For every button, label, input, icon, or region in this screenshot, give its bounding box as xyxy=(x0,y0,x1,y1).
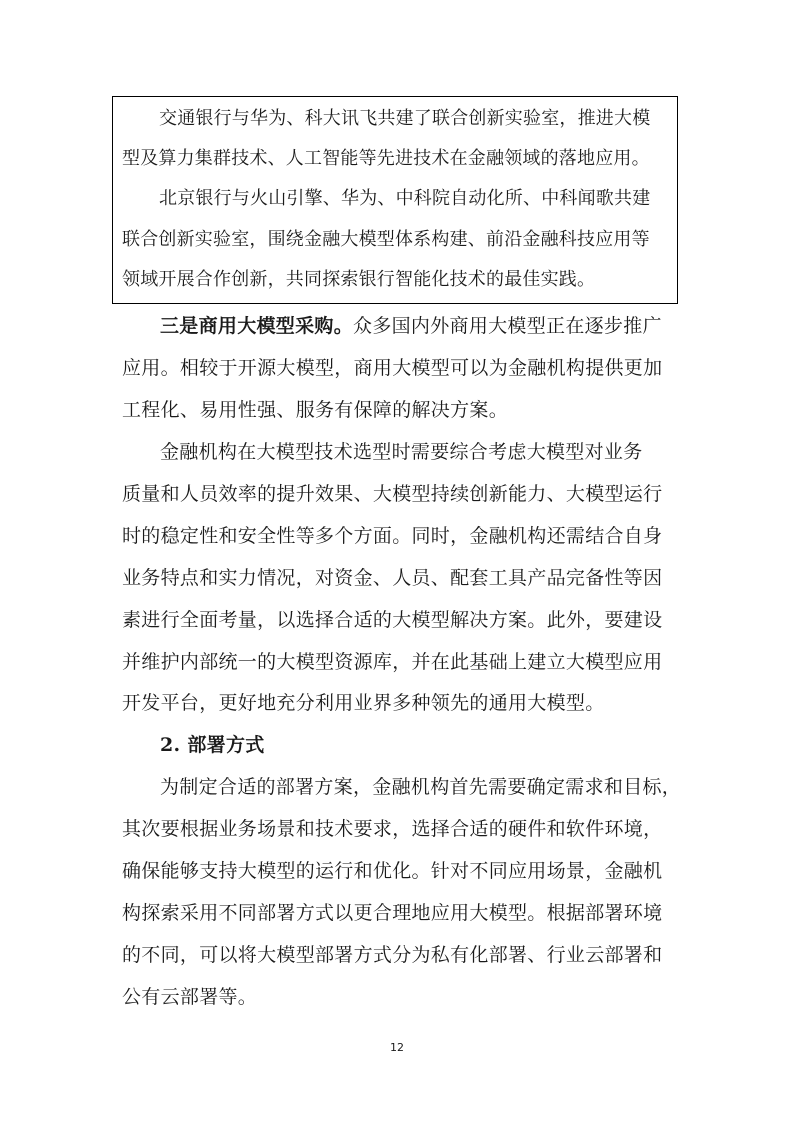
section-heading: 2. 部署方式 xyxy=(160,734,265,756)
case-line-4: 联合创新实验室，围绕金融大模型体系构建、前沿金融科技应用等 xyxy=(122,229,650,250)
commercial-heading: 三是商用大模型采购。 xyxy=(160,315,354,337)
deployment-line-3: 确保能够支持大模型的运行和优化。针对不同应用场景，金融机 xyxy=(122,860,663,882)
selection-line-3: 时的稳定性和安全性等多个方面。同时，金融机构还需结合自身 xyxy=(122,525,663,547)
commercial-line-3: 工程化、易用性强、服务有保障的解决方案。 xyxy=(122,399,509,421)
selection-line-4: 业务特点和实力情况，对资金、人员、配套工具产品完备性等因 xyxy=(122,567,663,589)
commercial-line-1 xyxy=(160,315,662,337)
selection-line-6: 并维护内部统一的大模型资源库，并在此基础上建立大模型应用 xyxy=(122,651,663,673)
deployment-line-4: 构探索采用不同部署方式以更合理地应用大模型。根据部署环境 xyxy=(122,902,663,924)
selection-line-2: 质量和人员效率的提升效果、大模型持续创新能力、大模型运行 xyxy=(122,483,663,505)
case-line-2: 型及算力集群技术、人工智能等先进技术在金融领域的落地应用。 xyxy=(122,148,650,169)
case-line-1: 交通银行与华为、科大讯飞共建了联合创新实验室，推进大模 xyxy=(159,108,651,129)
selection-line-5: 素进行全面考量，以选择合适的大模型解决方案。此外，要建设 xyxy=(122,609,663,631)
commercial-line-1-text: 众多国内外商用大模型正在逐步推广 xyxy=(353,315,662,337)
case-line-5: 领域开展合作创新，共同探索银行智能化技术的最佳实践。 xyxy=(122,269,596,290)
deployment-line-6: 公有云部署等。 xyxy=(122,986,258,1008)
deployment-line-2: 其次要根据业务场景和技术要求，选择合适的硬件和软件环境， xyxy=(122,818,663,840)
commercial-line-2: 应用。相较于开源大模型，商用大模型可以为金融机构提供更加 xyxy=(122,357,663,379)
deployment-line-5: 的不同，可以将大模型部署方式分为私有化部署、行业云部署和 xyxy=(122,944,663,966)
page-number: 12 xyxy=(390,1041,404,1054)
case-example-box xyxy=(112,96,678,304)
selection-line-1: 金融机构在大模型技术选型时需要综合考虑大模型对业务 xyxy=(160,441,643,463)
case-line-3: 北京银行与火山引擎、华为、中科院自动化所、中科闻歌共建 xyxy=(159,188,651,209)
selection-line-7: 开发平台，更好地充分利用业界多种领先的通用大模型。 xyxy=(122,692,605,714)
deployment-line-1: 为制定合适的部署方案，金融机构首先需要确定需求和目标， xyxy=(160,776,682,798)
